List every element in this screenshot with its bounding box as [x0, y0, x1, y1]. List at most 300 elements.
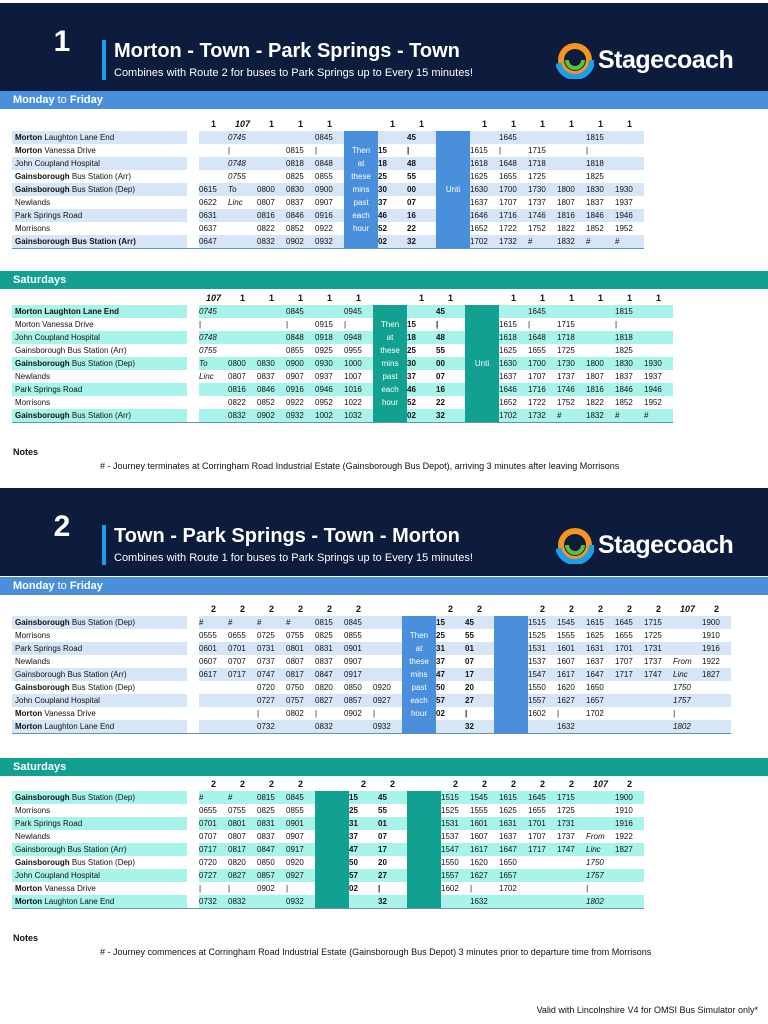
time-cell: 1032 [344, 409, 373, 423]
minutes-cell [378, 131, 407, 144]
until-label [465, 331, 499, 344]
time-cell: 0847 [257, 843, 286, 856]
then-label: Then [373, 318, 407, 331]
time-cell: Linc [673, 668, 702, 681]
then-label: Then [344, 144, 378, 157]
gap [187, 668, 199, 681]
time-cell: 1618 [470, 157, 499, 170]
note-text: # - Journey terminates at Corringham Road Industrial Estate (Gainsborough Bus Depot), arriving 3 minutes after leaving Morrisons [100, 461, 620, 471]
gap [187, 209, 199, 222]
then-label [315, 882, 349, 895]
time-cell [228, 305, 257, 318]
route-number-header: 2 [499, 778, 528, 791]
time-cell: 0927 [373, 694, 402, 707]
route-number: 2 [53, 510, 71, 543]
minutes-cell: 00 [436, 357, 465, 370]
route-number-header: 2 [441, 778, 470, 791]
time-cell: 1707 [528, 830, 557, 843]
time-cell: 0701 [199, 817, 228, 830]
until-label [494, 707, 528, 720]
header-spacer [12, 118, 187, 131]
time-cell: Linc [199, 370, 228, 383]
minutes-cell [436, 720, 465, 734]
minutes-cell: 37 [349, 830, 378, 843]
until-label [494, 629, 528, 642]
stop-name: John Coupland Hospital [12, 157, 187, 170]
route-number-header: 1 [528, 292, 557, 305]
time-cell: 0945 [344, 305, 373, 318]
time-cell: 1837 [586, 196, 615, 209]
notes-title: Notes [13, 933, 39, 943]
time-cell [644, 707, 673, 720]
time-cell [373, 655, 402, 668]
time-cell: 1750 [586, 856, 615, 869]
time-cell [373, 616, 402, 629]
timetable-row [12, 383, 673, 396]
then-label: these [402, 655, 436, 668]
route-number-header: 1 [407, 118, 436, 131]
time-cell: | [228, 882, 257, 895]
time-cell: 1937 [644, 370, 673, 383]
brand-name: Stagecoach [598, 45, 734, 74]
time-cell: 1655 [615, 629, 644, 642]
route-number-header: 1 [470, 118, 499, 131]
time-cell: 1525 [441, 804, 470, 817]
time-cell: 1900 [615, 791, 644, 804]
stop-name: Morton Laughton Lane End [12, 305, 187, 318]
gap [187, 817, 199, 830]
gap [187, 603, 199, 616]
time-cell [615, 895, 644, 909]
time-cell: 0737 [257, 655, 286, 668]
time-cell: 1807 [586, 370, 615, 383]
time-cell: 0837 [286, 196, 315, 209]
minutes-cell: 57 [349, 869, 378, 882]
time-cell: 1718 [528, 157, 557, 170]
time-cell [257, 318, 286, 331]
timetable-route2-saturday [12, 778, 644, 909]
time-cell: | [499, 144, 528, 157]
time-cell: 0846 [286, 209, 315, 222]
day-band-saturday: Saturdays [0, 758, 768, 776]
time-cell: 0902 [257, 882, 286, 895]
minutes-cell: 37 [378, 196, 407, 209]
time-cell: 1910 [615, 804, 644, 817]
time-cell: 0701 [228, 642, 257, 655]
time-cell: 0920 [373, 681, 402, 694]
time-cell [644, 305, 673, 318]
minutes-cell: 37 [436, 655, 465, 668]
route-number-header: 1 [286, 292, 315, 305]
route-number-header: 107 [586, 778, 615, 791]
time-cell: 0855 [344, 629, 373, 642]
time-cell [702, 681, 731, 694]
timetable-row [12, 318, 673, 331]
time-cell: 1537 [528, 655, 557, 668]
until-label [494, 720, 528, 734]
time-cell [673, 629, 702, 642]
minutes-cell: 25 [436, 629, 465, 642]
time-cell [528, 720, 557, 734]
until-header [465, 292, 499, 305]
time-cell: 1646 [470, 209, 499, 222]
time-cell: 1707 [528, 370, 557, 383]
time-cell: 0832 [228, 895, 257, 909]
time-cell [257, 331, 286, 344]
time-cell: 0601 [199, 642, 228, 655]
time-cell: 1725 [644, 629, 673, 642]
time-cell [644, 344, 673, 357]
time-cell [586, 817, 615, 830]
time-cell [615, 694, 644, 707]
then-label [344, 235, 378, 249]
timetable-row [12, 856, 644, 869]
time-cell: 0748 [228, 157, 257, 170]
time-cell [257, 144, 286, 157]
route-header-row [12, 603, 731, 616]
then-label: at [373, 331, 407, 344]
then-label [402, 616, 436, 629]
time-cell: 1627 [470, 869, 499, 882]
minutes-cell: 52 [378, 222, 407, 235]
time-cell: 0937 [315, 370, 344, 383]
time-cell: 1816 [586, 383, 615, 396]
time-cell [199, 409, 228, 423]
time-cell: # [557, 409, 586, 423]
time-cell: 0732 [199, 895, 228, 909]
minutes-cell: 16 [436, 383, 465, 396]
gap [187, 642, 199, 655]
stop-name: Gainsborough Bus Station (Dep) [12, 616, 187, 629]
time-cell: 1827 [615, 843, 644, 856]
gap [187, 882, 199, 895]
time-cell: 1657 [499, 869, 528, 882]
time-cell: 0817 [286, 668, 315, 681]
time-cell: 0907 [286, 370, 315, 383]
note-text: # - Journey commences at Corringham Road Industrial Estate (Gainsborough Bus Depot) 3 minutes prior to departure time from Morrisons [100, 947, 652, 957]
timetable-row [12, 629, 731, 642]
time-cell: 1715 [557, 318, 586, 331]
stop-name: Morton Laughton Lane End [12, 720, 187, 734]
time-cell [615, 157, 644, 170]
time-cell: 0900 [315, 183, 344, 196]
time-cell: 0857 [344, 694, 373, 707]
stop-name: Morrisons [12, 396, 187, 409]
time-cell: 0747 [257, 668, 286, 681]
time-cell [286, 720, 315, 734]
time-cell: To [228, 183, 257, 196]
time-cell [557, 170, 586, 183]
time-cell: 1815 [586, 131, 615, 144]
time-cell: 1657 [586, 694, 615, 707]
time-cell: 0755 [199, 344, 228, 357]
minutes-cell: 20 [378, 856, 407, 869]
timetable-row [12, 222, 644, 235]
route-number-header: 2 [702, 603, 731, 616]
time-cell: 0920 [286, 856, 315, 869]
time-cell: | [257, 707, 286, 720]
time-cell: 0847 [315, 668, 344, 681]
time-cell: 1946 [615, 209, 644, 222]
time-cell: 1515 [528, 616, 557, 629]
stop-name: Gainsborough Bus Station (Arr) [12, 843, 187, 856]
until-label [494, 642, 528, 655]
time-cell [228, 331, 257, 344]
minutes-cell: 55 [465, 629, 494, 642]
stop-name: Gainsborough Bus Station (Arr) [12, 668, 187, 681]
gap [187, 144, 199, 157]
time-cell: 0855 [286, 804, 315, 817]
timetable-row [12, 882, 644, 895]
gap [187, 396, 199, 409]
time-cell: 0925 [315, 344, 344, 357]
time-cell: 1702 [586, 707, 615, 720]
time-cell: 1731 [644, 642, 673, 655]
minutes-cell: 01 [465, 642, 494, 655]
time-cell: 0902 [257, 409, 286, 423]
time-cell: 1700 [499, 183, 528, 196]
time-cell [199, 144, 228, 157]
stop-name: Morton Vanessa Drive [12, 144, 187, 157]
time-cell: 0655 [228, 629, 257, 642]
minutes-cell: 15 [407, 318, 436, 331]
time-cell: 1737 [557, 830, 586, 843]
time-cell: 1715 [644, 616, 673, 629]
time-cell: 0845 [315, 131, 344, 144]
notes-title: Notes [13, 447, 39, 457]
time-cell: 1722 [528, 396, 557, 409]
time-cell: 1602 [528, 707, 557, 720]
time-cell [586, 720, 615, 734]
minutes-cell: 37 [407, 370, 436, 383]
minutes-cell: 52 [407, 396, 436, 409]
time-cell: 1825 [615, 344, 644, 357]
minutes-cell: 18 [378, 157, 407, 170]
route-number-header: 1 [615, 118, 644, 131]
time-cell: 1545 [470, 791, 499, 804]
then-label: each [373, 383, 407, 396]
gap [187, 118, 199, 131]
time-cell: 1631 [499, 817, 528, 830]
gap [187, 869, 199, 882]
route-number-header: 2 [315, 603, 344, 616]
time-cell [528, 131, 557, 144]
time-cell: 0720 [199, 856, 228, 869]
time-cell: 0917 [344, 668, 373, 681]
time-cell [373, 629, 402, 642]
time-cell [615, 707, 644, 720]
timetable-row [12, 144, 644, 157]
time-cell: 1617 [470, 843, 499, 856]
time-cell: 1625 [499, 344, 528, 357]
route-number: 1 [53, 25, 71, 58]
time-cell: 1731 [557, 817, 586, 830]
timetable-route1-saturday [12, 292, 673, 423]
route-number-header: 1 [499, 292, 528, 305]
until-header [407, 778, 441, 791]
stagecoach-logo [556, 526, 733, 564]
time-cell [344, 720, 373, 734]
time-cell: 0707 [199, 830, 228, 843]
minutes-cell: 07 [378, 830, 407, 843]
time-cell: 0948 [344, 331, 373, 344]
minutes-cell: 07 [407, 196, 436, 209]
timetable-row [12, 344, 673, 357]
time-cell [586, 318, 615, 331]
time-cell: | [286, 318, 315, 331]
time-cell: 1637 [499, 830, 528, 843]
route-number-header: 2 [644, 603, 673, 616]
route-number-header: 2 [436, 603, 465, 616]
time-cell [528, 856, 557, 869]
then-label: hour [373, 396, 407, 409]
time-cell: 1737 [557, 370, 586, 383]
timetable-row [12, 131, 644, 144]
time-cell [557, 305, 586, 318]
route-number-header: 1 [315, 118, 344, 131]
time-cell [228, 318, 257, 331]
time-cell [702, 720, 731, 734]
gap [187, 856, 199, 869]
route-number-header: 1 [257, 118, 286, 131]
time-cell [702, 694, 731, 707]
time-cell: 0837 [257, 370, 286, 383]
time-cell: 1645 [499, 131, 528, 144]
stagecoach-swirl-icon [556, 526, 594, 564]
route-number-header: 1 [644, 292, 673, 305]
time-cell: 1752 [528, 222, 557, 235]
brand-name: Stagecoach [598, 530, 734, 559]
time-cell: 0830 [257, 357, 286, 370]
time-cell: 1702 [470, 235, 499, 249]
time-cell: 1818 [586, 157, 615, 170]
time-cell: 0717 [228, 668, 257, 681]
minutes-cell: | [378, 882, 407, 895]
time-cell: 0615 [199, 183, 228, 196]
time-cell [702, 707, 731, 720]
time-cell [228, 222, 257, 235]
until-label [465, 305, 499, 318]
until-label [494, 694, 528, 707]
time-cell [441, 895, 470, 909]
until-label [407, 882, 441, 895]
time-cell: 1002 [315, 409, 344, 423]
time-cell: 0907 [286, 830, 315, 843]
time-cell: 1617 [557, 668, 586, 681]
until-header [494, 603, 528, 616]
minutes-cell: 50 [436, 681, 465, 694]
time-cell: 1747 [644, 668, 673, 681]
time-cell: 1807 [557, 196, 586, 209]
gap [187, 409, 199, 423]
time-cell: 0755 [228, 170, 257, 183]
time-cell: 1725 [557, 804, 586, 817]
time-cell: 1825 [586, 170, 615, 183]
stop-name: Newlands [12, 655, 187, 668]
time-cell: 1625 [499, 804, 528, 817]
time-cell: 1952 [644, 396, 673, 409]
gap [187, 318, 199, 331]
time-cell: 0902 [344, 707, 373, 720]
minutes-cell: 30 [407, 357, 436, 370]
time-cell: 1750 [673, 681, 702, 694]
gap [187, 616, 199, 629]
time-cell: 0922 [315, 222, 344, 235]
time-cell: 0932 [315, 235, 344, 249]
time-cell: 1717 [528, 843, 557, 856]
time-cell: 1550 [528, 681, 557, 694]
time-cell: 1702 [499, 882, 528, 895]
time-cell: 1802 [673, 720, 702, 734]
route-number-header: 1 [557, 118, 586, 131]
time-cell: 1707 [615, 655, 644, 668]
route-number-header: 2 [286, 778, 315, 791]
time-cell: 0555 [199, 629, 228, 642]
time-cell: 1545 [557, 616, 586, 629]
then-label [402, 720, 436, 734]
time-cell: 0647 [199, 235, 228, 249]
time-cell: 1007 [344, 370, 373, 383]
time-cell: 0855 [286, 344, 315, 357]
stop-name: Gainsborough Bus Station (Arr) [12, 235, 187, 249]
time-cell: 1620 [557, 681, 586, 694]
time-cell: | [228, 144, 257, 157]
time-cell: 0617 [199, 668, 228, 681]
time-cell: 0732 [257, 720, 286, 734]
time-cell: 1650 [586, 681, 615, 694]
time-cell [557, 856, 586, 869]
minutes-cell: 47 [349, 843, 378, 856]
then-label: past [373, 370, 407, 383]
time-cell [228, 720, 257, 734]
then-header [344, 118, 378, 131]
route-number-header: 1 [344, 292, 373, 305]
then-label: hour [344, 222, 378, 235]
stagecoach-swirl-icon [556, 41, 594, 79]
minutes-cell: 20 [465, 681, 494, 694]
time-cell: 1837 [615, 370, 644, 383]
time-cell: 0930 [315, 357, 344, 370]
minutes-cell: 00 [407, 183, 436, 196]
time-cell: 0727 [257, 694, 286, 707]
time-cell: 1922 [702, 655, 731, 668]
stop-name: Newlands [12, 196, 187, 209]
time-cell [557, 895, 586, 909]
time-cell: 0846 [257, 383, 286, 396]
accent-bar [102, 40, 106, 80]
time-cell [499, 895, 528, 909]
time-cell [673, 616, 702, 629]
time-cell: | [199, 318, 228, 331]
time-cell: 1655 [528, 804, 557, 817]
minutes-cell: 02 [436, 707, 465, 720]
minutes-cell: 55 [436, 344, 465, 357]
then-label: Then [402, 629, 436, 642]
gap [187, 157, 199, 170]
time-cell: 1732 [499, 235, 528, 249]
minutes-cell: 55 [407, 170, 436, 183]
minutes-cell: 22 [436, 396, 465, 409]
route-number-header: 2 [257, 778, 286, 791]
time-cell [228, 344, 257, 357]
then-label: at [402, 642, 436, 655]
time-cell: 1730 [528, 183, 557, 196]
route-number-header: 1 [499, 118, 528, 131]
then-label: hour [402, 707, 436, 720]
timetable-row [12, 616, 731, 629]
route-number-header: 1 [228, 292, 257, 305]
time-cell: # [615, 409, 644, 423]
